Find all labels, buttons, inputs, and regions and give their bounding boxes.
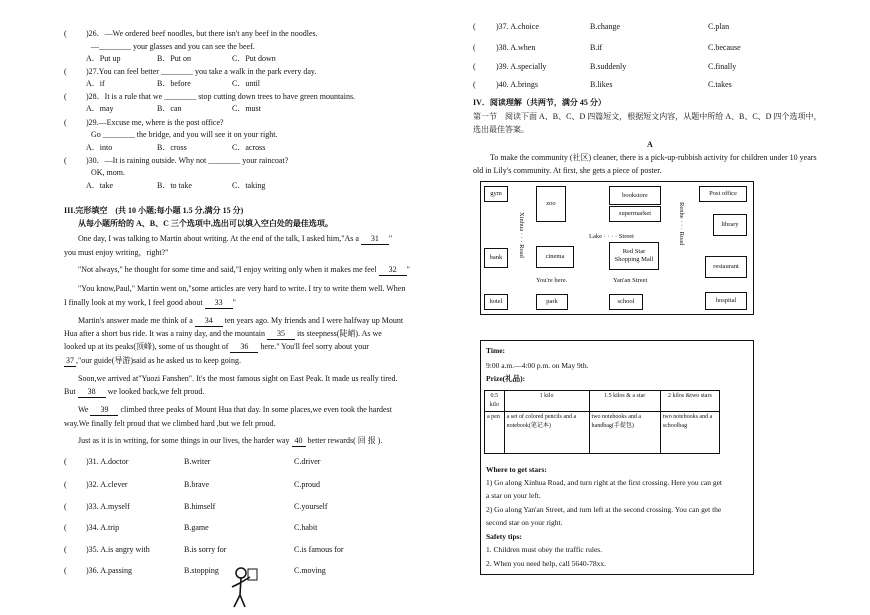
paren: ( — [64, 92, 67, 101]
question-26: )26．—We ordered beef noodles, but there isn't any beef in the noodles. — [86, 29, 318, 38]
passage-line: Soon,we arrived at"Yuozi Fanshen". It's the most famous sight on East Peak. It made us really tired. — [78, 374, 398, 383]
section-instruction-2: 选出最佳答案。 — [473, 125, 529, 134]
option-c: C．Put down — [232, 54, 276, 63]
map-red-star-mall: Red Star Shopping Mall — [609, 242, 659, 270]
map-gym: gym — [484, 186, 508, 202]
where-label: Where to get stars: — [486, 465, 547, 474]
option-a: A．take — [86, 181, 114, 190]
question-30-line2: OK, mom. — [91, 168, 125, 177]
map-renhe-road: Renhe · · · Road — [678, 202, 685, 246]
paren: ( — [64, 156, 67, 165]
passage-line: But 38 we looked back,we felt proud. — [64, 387, 205, 396]
map-cinema: cinema — [536, 246, 574, 268]
map-yanan-street: Yan'an Street — [613, 277, 648, 284]
time-label: Time: — [486, 346, 506, 355]
blank-36: 36 — [230, 342, 258, 353]
passage-intro: To make the community (社区) cleaner, there is a pick-up-rubbish activity for children under 10 years — [490, 153, 817, 162]
safety-tip: 1. Children must obey the traffic rules. — [486, 545, 603, 554]
map-post-office: Post office — [699, 186, 747, 202]
table-header: 1 kilo — [504, 391, 589, 412]
map-you-are-here: You're here. — [536, 277, 568, 284]
blank-40: 40 — [292, 436, 306, 447]
option-a: A．may — [86, 104, 114, 113]
where-line: 1) Go along Xinhua Road, and turn right at the first crossing. Here you can get — [486, 478, 722, 487]
map-supermarket: supermarket — [609, 206, 661, 222]
passage-line: We 39 climbed three peaks of Mount Hua that day. In some places,we even took the hardest — [78, 405, 392, 414]
option-b: B．before — [157, 79, 191, 88]
map-hotel: hotel — [484, 294, 508, 310]
safety-label: Safety tips: — [486, 532, 523, 541]
question-27: )27.You can feel better ________ you take a walk in the park every day. — [86, 67, 317, 76]
option-c: C．across — [232, 143, 266, 152]
prize-table — [484, 390, 720, 454]
section-instruction: 第一节 阅读下面 A、B、C、D 四篇短文，根据短文内容，从题中所给 A、B、C、D 四个选项中， — [473, 112, 822, 121]
passage-intro-2: old in Lily's community. At first, she gets a piece of poster. — [473, 166, 662, 175]
section-instruction: 从每小题所给的 A、B、C 三个选项中,选出可以填入空白处的最佳选项。 — [78, 219, 333, 228]
where-line: a star on your left. — [486, 491, 541, 500]
passage-line: One day, I was talking to Martin about writing. At the end of the talk, I asked him,"As a 31 " — [78, 234, 393, 243]
map-restaurant: restaurant — [705, 256, 747, 278]
table-cell: a set of colored pencils and a notebook(笔记本) — [504, 412, 589, 454]
map-school: school — [609, 294, 643, 310]
map-bank: bank — [484, 248, 508, 268]
blank-38: 38 — [78, 387, 106, 398]
table-header: 0.5 kilo — [485, 391, 505, 412]
community-map — [480, 181, 754, 315]
option-a: A．Put up — [86, 54, 121, 63]
passage-line: "You know,Paul," Martin went on,"some articles are very hard to write. I try to write them well. When — [78, 284, 406, 293]
question-29-line2: Go ________ the bridge, and you will see it on your right. — [91, 130, 278, 139]
map-park: park — [536, 294, 568, 310]
where-line: 2) Go along Yan'an Street, and turn left at the second crossing. You can get the — [486, 505, 722, 514]
blank-34: 34 — [195, 316, 223, 327]
safety-tip: 2. When you need help, call 5640-78xx. — [486, 559, 607, 568]
option-c: C．taking — [232, 181, 266, 190]
paren: ( — [64, 29, 67, 38]
passage-line: 37 ,"our guide(导游)said as he asked us to keep going. — [66, 356, 242, 365]
option-b: B．cross — [157, 143, 187, 152]
section-title: III.完形填空 (共 10 小题;每小题 1.5 分,满分 15 分) — [64, 206, 244, 215]
option-a: A．if — [86, 79, 105, 88]
paren: ( — [64, 118, 67, 127]
passage-label: A — [647, 140, 653, 149]
question-30: )30．—It is raining outside. Why not ________ your raincoat? — [86, 156, 289, 165]
prize-label: Prize(礼品): — [486, 374, 526, 383]
blank-35: 35 — [267, 329, 295, 340]
blank-32: 32 — [379, 265, 407, 276]
blank-39: 39 — [90, 405, 118, 416]
option-b: B．to take — [157, 181, 192, 190]
passage-line: I finally look at my work, I feel good about 33 " — [64, 298, 236, 307]
map-lake-street: Lake · · · · Street — [589, 233, 634, 240]
paren: ( — [64, 67, 67, 76]
passage-line: looked up at its peaks(顶峰), some of us thought of 36 here." You'll feel sorry about your — [64, 342, 369, 351]
blank-31: 31 — [361, 234, 389, 245]
passage-line: Martin's answer made me think of a 34 ten years ago. My friends and I were halfway up Mount — [78, 316, 404, 325]
passage-line: "Not always," he thought for some time and said,"I enjoy writing only when it makes me feel 32 " — [78, 265, 410, 274]
table-cell: a pen — [485, 412, 505, 454]
option-b: B．can — [157, 104, 182, 113]
option-a: A．into — [86, 143, 113, 152]
blank-33: 33 — [205, 298, 233, 309]
time-value: 9:00 a.m.—4:00 p.m. on May 9th. — [486, 361, 589, 370]
blank-37: 37 — [66, 356, 74, 365]
map-zoo: zoo — [536, 186, 566, 222]
option-b: B．Put on — [157, 54, 192, 63]
passage-line: way.We finally felt proud that we climbed hard ,but we felt proud. — [64, 419, 276, 428]
table-cell: two notebooks and a handbag(手提包) — [589, 412, 660, 454]
question-29: )29.—Excuse me, where is the post office? — [86, 118, 224, 127]
passage-line: Just as it is in writing, for some things in our lives, the harder way 40 better rewards( 回 报 ). — [78, 436, 383, 445]
where-line: second star on your right. — [486, 518, 563, 527]
table-header: 2 kilos &two stars — [660, 391, 719, 412]
table-cell: two notebooks and a schoolbag — [660, 412, 719, 454]
section-title: IV．阅读理解（共两节，满分 45 分） — [473, 98, 606, 107]
question-28: )28．It is a rule that we ________ stop cutting down trees to have green mountains. — [86, 92, 356, 101]
option-c: C．until — [232, 79, 261, 88]
map-library: library — [713, 214, 747, 236]
passage-line: Hua after a short bus ride. It was a rainy day, and the mountain 35 its steepness(陡峭). As we — [64, 329, 382, 338]
map-bookstore: bookstore — [609, 186, 661, 205]
map-xinhua-road: Xinhua · · · Road — [518, 212, 525, 258]
passage-line: you must enjoy writing，right?" — [64, 248, 169, 257]
table-header: 1.5 kilos & a star — [589, 391, 660, 412]
map-hospital: hospital — [705, 292, 747, 310]
doodle-figure-icon — [228, 565, 264, 611]
question-26-line2: —________ your glasses and you can see the beef. — [91, 42, 255, 51]
option-c: C．must — [232, 104, 261, 113]
